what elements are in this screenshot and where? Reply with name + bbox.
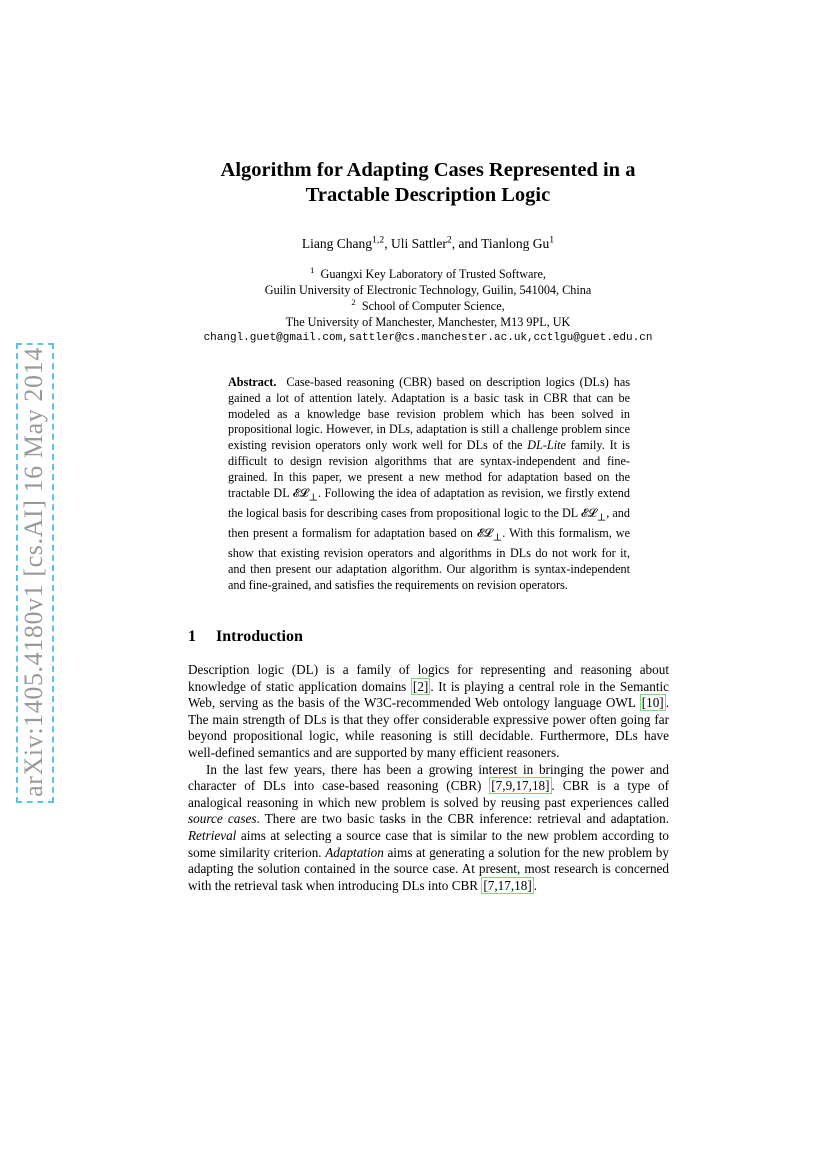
arxiv-identifier[interactable]: arXiv:1405.4180v1 [cs.AI] 16 May 2014 <box>19 347 48 797</box>
abstract-text: . With this formalism, we show that existing revision operators and algorithms in DLs do not work for it, and then present our adaptation algorithm. Our algorithm is syntax-independent and fine-grained, and satisfies the requirements on revision operators. <box>228 526 630 592</box>
affiliations <box>150 266 706 346</box>
author-list <box>150 236 706 252</box>
abstract-text: Case-based reasoning (CBR) based on description logics (DLs) has gained a lot of attention lately. Adaptation is a basic task in CBR that can be modeled as a knowledge base revision problem which has been solved in propositional logic. However, in DLs, adaptation is still a challenge problem since existing revision operators only work well for DLs of the <box>228 375 630 453</box>
affiliation-mark: 1 <box>310 264 315 275</box>
section-heading-introduction <box>188 628 668 646</box>
affiliation-1-line-1 <box>150 266 706 282</box>
body-text: In the last few years, there has been a growing interest in bringing the power and character of DLs into case-based reasoning (CBR) <box>188 761 669 794</box>
paragraph <box>188 762 669 895</box>
abstract-paragraph <box>228 375 630 594</box>
author-separator: , and <box>451 236 482 251</box>
author-affiliation-mark: 1 <box>549 234 555 246</box>
author-emails[interactable]: changl.guet@gmail.com,sattler@cs.manchester.ac.uk,cctlgu@guet.edu.cn <box>203 332 653 344</box>
section-number: 1 <box>188 628 196 645</box>
body-text: aims at generating a solution for the new problem by adapting the solution contained in the source case. At present, most research is concerned with the retrieval task when introducing DLs into CBR <box>188 844 669 893</box>
citation-link[interactable]: [7,9,17,18] <box>491 778 550 794</box>
bottom-symbol: ⊥ <box>308 492 319 504</box>
author-name: Liang Chang <box>301 236 373 251</box>
emphasis: Adaptation <box>325 844 384 860</box>
title-line-1: Algorithm for Adapting Cases Represented in a <box>220 159 636 181</box>
affiliation-1-line-2: Guilin University of Electronic Technology, Guilin, 541004, China <box>264 283 592 297</box>
citation-link[interactable]: [2] <box>412 678 429 694</box>
abstract-text: family. It is difficult to design revision algorithms that are syntax-independent and fine-grained. In this paper, we present a new method for adaptation based on the tractable DL <box>228 438 630 500</box>
dl-name-el: 𝓔𝓛 <box>476 526 493 541</box>
body-text: . <box>533 877 538 893</box>
abstract <box>228 375 630 594</box>
body-text: . The main strength of DLs is that they offer considerable expressive power often going far beyond propositional logic, while reasoning is still decidable. Furthermore, DLs have well-defined semantics and are supported by many efficient reasoners. <box>188 695 669 760</box>
body-text: . It is playing a central role in the Semantic Web, serving as the basis of the W3C-recommended Web ontology language OWL <box>188 678 670 711</box>
paper-title <box>150 158 706 208</box>
title-line-2: Tractable Description Logic <box>305 184 551 206</box>
affiliation-text: School of Computer Science, <box>361 299 505 313</box>
affiliation-2-line-1 <box>150 298 706 314</box>
abstract-label: Abstract. <box>228 375 277 389</box>
emphasis: Retrieval <box>188 827 237 843</box>
bottom-symbol: ⊥ <box>596 512 607 524</box>
body-text: . There are two basic tasks in the CBR inference: retrieval and adaptation. <box>256 811 669 827</box>
paragraph <box>188 662 669 762</box>
bottom-symbol: ⊥ <box>492 532 503 544</box>
author-affiliation-mark: 2 <box>446 234 452 246</box>
dl-name-el: 𝓔𝓛 <box>292 485 309 500</box>
abstract-emphasis: DL-Lite <box>527 438 566 453</box>
author-name: Uli Sattler <box>390 236 447 251</box>
section-title: Introduction <box>216 628 303 645</box>
citation-link[interactable]: [7,17,18] <box>483 877 532 893</box>
body-text: aims at selecting a source case that is similar to the new problem according to some similarity criterion. <box>188 827 669 860</box>
affiliation-2-line-2: The University of Manchester, Manchester, M13 9PL, UK <box>285 315 571 329</box>
emphasis: source cases <box>188 811 257 827</box>
body-text: . CBR is a type of analogical reasoning in which new problem is solved by reusing past experiences called <box>188 778 669 810</box>
author-name: Tianlong Gu <box>481 236 550 251</box>
abstract-text: , and then present a formalism for adaptation based on <box>228 505 630 541</box>
affiliation-text: Guangxi Key Laboratory of Trusted Software, <box>320 267 546 281</box>
abstract-text: . Following the idea of adaptation as revision, we firstly extend the logical basis for describing cases from propositional logic to the DL <box>228 485 630 520</box>
affiliation-mark: 2 <box>351 296 356 307</box>
dl-name-el: 𝓔𝓛 <box>580 505 597 520</box>
citation-link[interactable]: [10] <box>641 695 664 711</box>
body-text: Description logic (DL) is a family of logics for representing and reasoning about knowledge of static application domains <box>188 662 669 694</box>
author-separator: , <box>384 236 391 251</box>
introduction-body <box>188 662 669 894</box>
author-affiliation-mark: 1,2 <box>372 234 385 246</box>
